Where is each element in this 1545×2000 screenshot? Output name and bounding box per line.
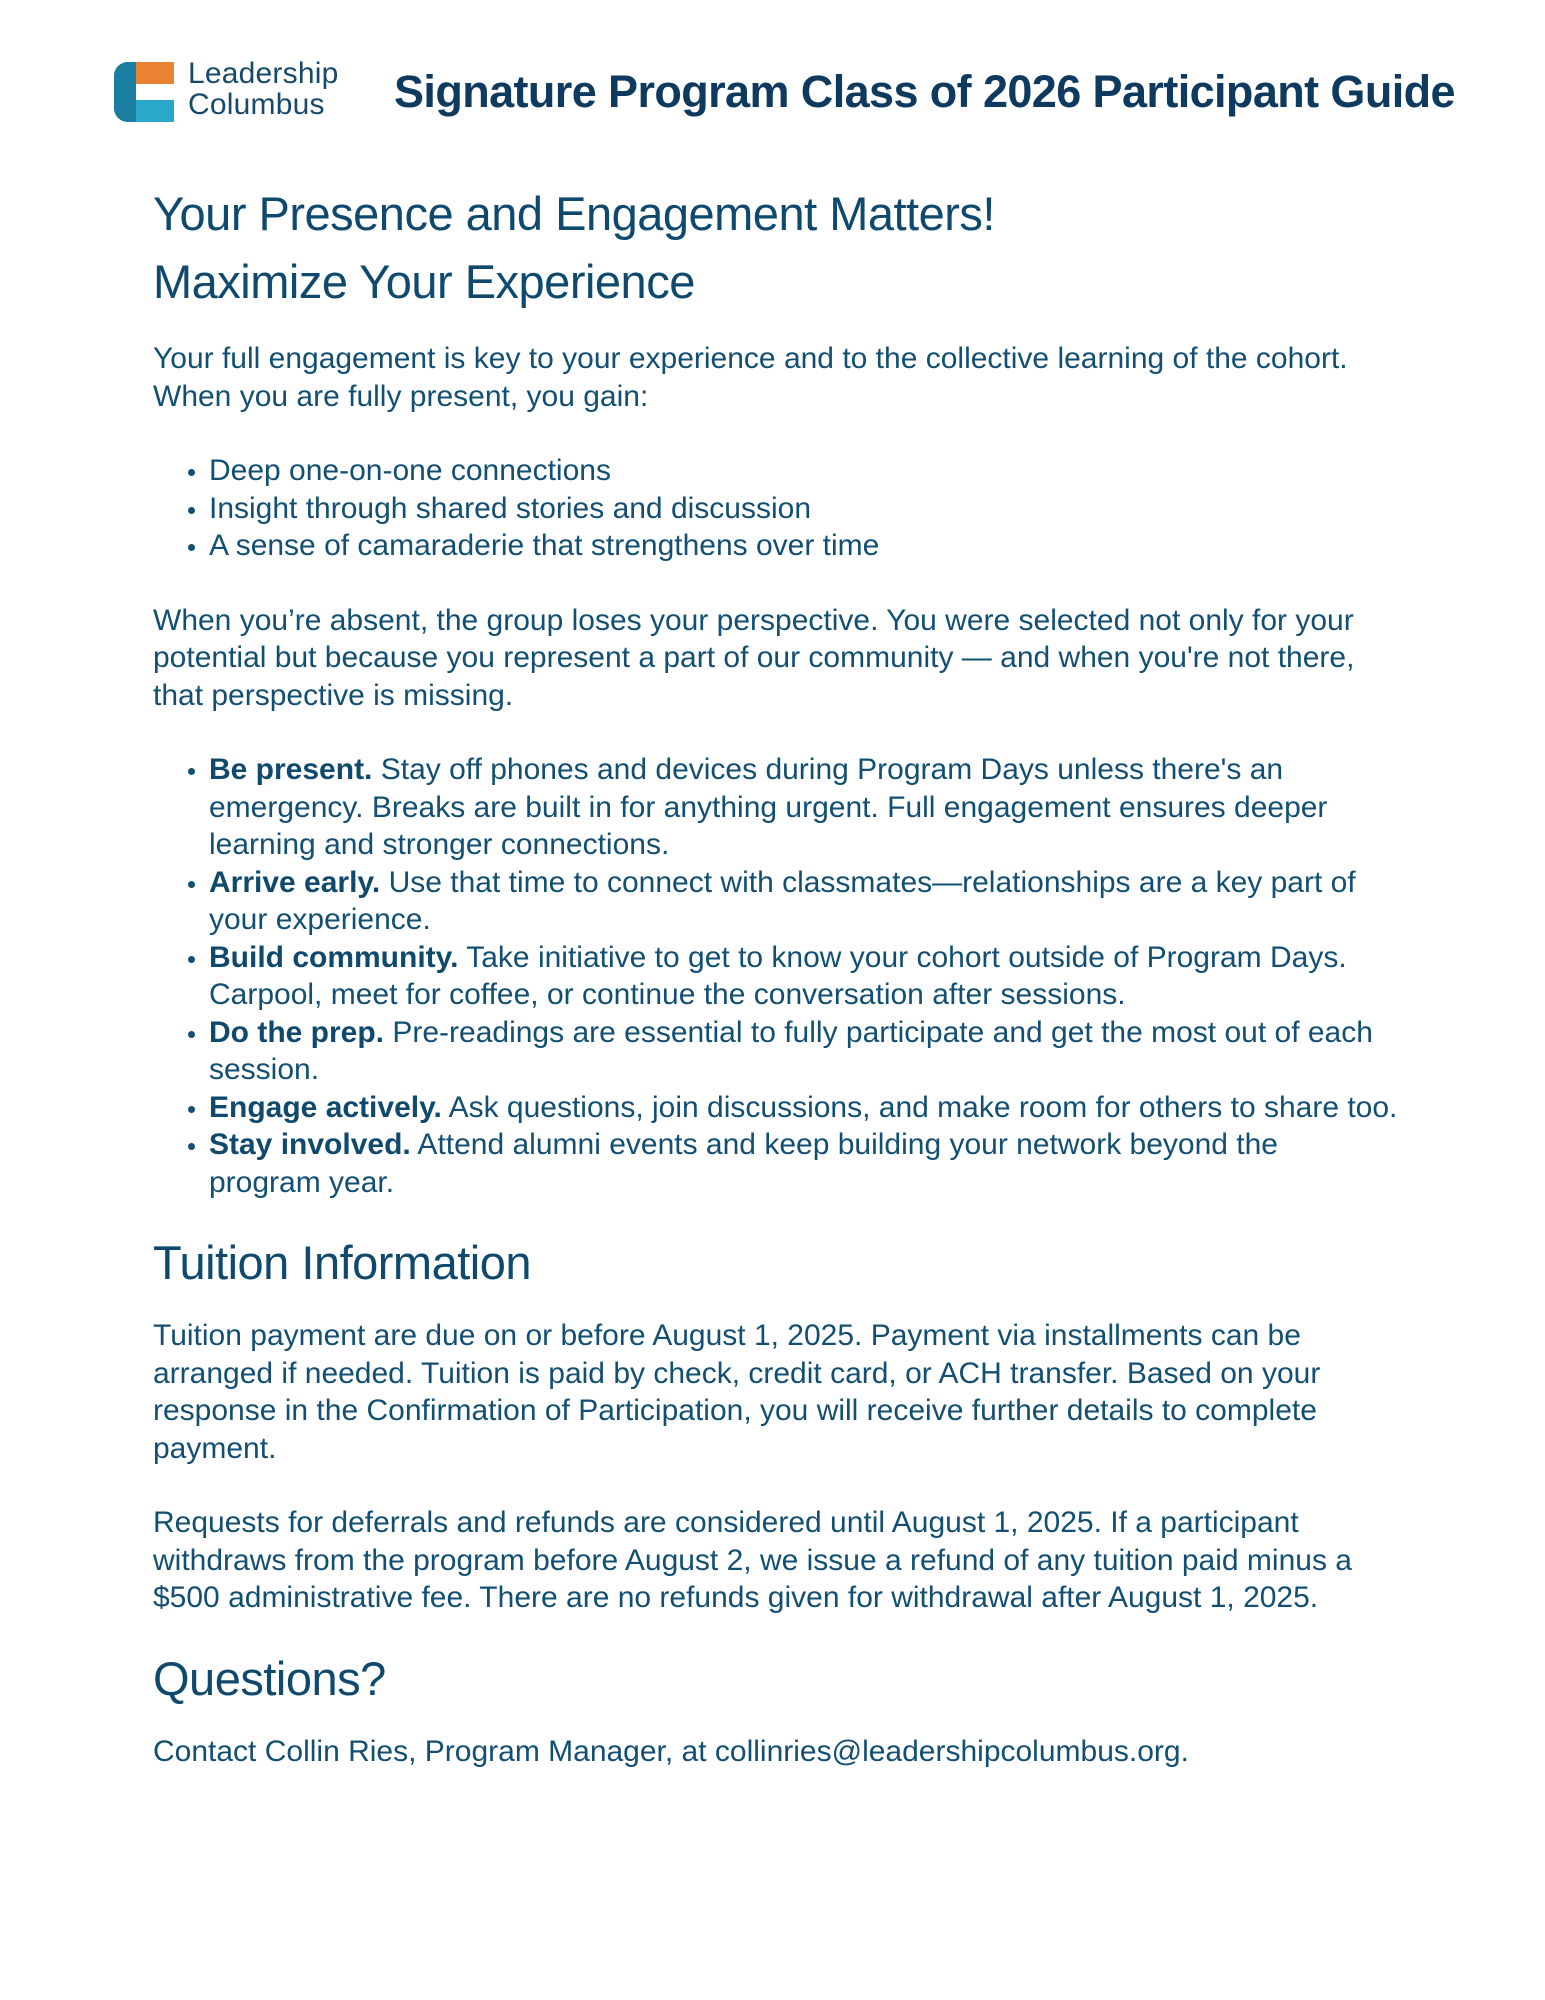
tuition-paragraph-1: Tuition payment are due on or before August 1, 2025. Payment via installments can be arranged if needed. Tuition is paid by check, credit card, or ACH transfer. Based on your response in the Confirmation of Participation, you will receive further details to complete payment. bbox=[153, 1319, 1321, 1465]
tuition-heading: Tuition Information bbox=[153, 1236, 531, 1289]
questions-heading: Questions? bbox=[153, 1651, 386, 1705]
list-item: • Deep one-on-one connections bbox=[209, 452, 1398, 490]
document-title: Signature Program Class of 2026 Participant Guide bbox=[394, 66, 1455, 117]
logo-wordmark bbox=[188, 58, 338, 120]
list-item bbox=[209, 1126, 1398, 1201]
tip-lead: Arrive early. bbox=[209, 865, 381, 899]
leadership-columbus-logo bbox=[114, 62, 174, 122]
header bbox=[114, 56, 1454, 126]
tip-lead: Stay involved. bbox=[209, 1128, 411, 1161]
engagement-intro: Your full engagement is key to your experience and to the collective learning of the cohort. When you are fully present, you gain: bbox=[153, 342, 1348, 413]
gains-list bbox=[153, 452, 1398, 565]
experience-heading: Maximize Your Experience bbox=[153, 255, 695, 308]
logo-line-2: Columbus bbox=[188, 88, 325, 121]
list-item bbox=[209, 1014, 1398, 1089]
tip-text: Use that time to connect with classmates—relationships are a key part of your experience. bbox=[209, 865, 1356, 936]
list-item bbox=[209, 1089, 1398, 1127]
main-content bbox=[153, 180, 1398, 1770]
tip-text: Attend alumni events and keep building your network beyond the program year. bbox=[209, 1128, 1278, 1199]
list-item bbox=[209, 864, 1398, 939]
absent-paragraph: When you’re absent, the group loses your perspective. You were selected not only for your potential but because you represent a part of our community — and when you're not there, that perspective is missing. bbox=[153, 603, 1355, 712]
list-item bbox=[209, 939, 1398, 1014]
tip-lead: Be present. bbox=[209, 753, 373, 786]
tip-lead: Engage actively. bbox=[209, 1090, 442, 1124]
engagement-heading: Your Presence and Engagement Matters! bbox=[153, 187, 995, 240]
tip-text: Ask questions, join discussions, and make room for others to share too. bbox=[441, 1090, 1398, 1124]
tip-text: Take initiative to get to know your cohort outside of Program Days. Carpool, meet for coffee, or continue the conversation after sessions. bbox=[209, 940, 1347, 1011]
tip-text: Stay off phones and devices during Program Days unless there's an emergency. Breaks are built in for anything urgent. Full engagement ensures deeper learning and stronger connections. bbox=[209, 753, 1328, 861]
tip-lead: Do the prep. bbox=[209, 1015, 385, 1049]
contact-paragraph: Contact Collin Ries, Program Manager, at collinries@leadershipcolumbus.org. bbox=[153, 1734, 1189, 1768]
tuition-paragraph-2: Requests for deferrals and refunds are considered until August 1, 2025. If a participant withdraws from the program before August 2, we issue a refund of any tuition paid minus a $500 administrative fee. There are no refunds given for withdrawal after August 1, 2025. bbox=[153, 1506, 1352, 1614]
list-item: • Insight through shared stories and discussion bbox=[209, 490, 1398, 528]
tip-text: Pre-readings are essential to fully participate and get the most out of each session. bbox=[209, 1015, 1373, 1086]
tip-lead: Build community. bbox=[209, 940, 459, 974]
logo-line-1: Leadership bbox=[188, 57, 339, 90]
tips-list bbox=[153, 751, 1398, 1201]
list-item bbox=[209, 751, 1398, 864]
list-item: • A sense of camaraderie that strengthens over time bbox=[209, 527, 1398, 565]
